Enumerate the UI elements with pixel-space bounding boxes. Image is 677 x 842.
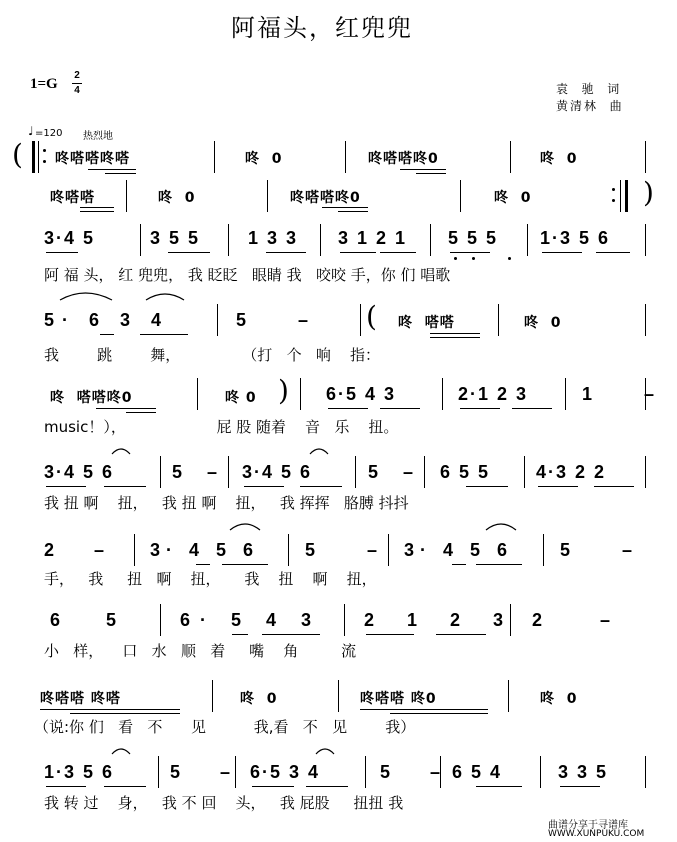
lyric-line: （说:你 们 看 不 见 我,看 不 见 我）: [34, 718, 416, 736]
key-signature: 1=G: [30, 76, 58, 92]
music-cell: 5 –: [170, 762, 241, 782]
song-title: 阿福头，红兜兜: [231, 14, 413, 42]
music-cell: 咚 0: [524, 315, 562, 331]
note-icon: ♩: [28, 124, 34, 138]
music-cell: 5 5 5: [448, 228, 499, 248]
slur: [112, 449, 130, 454]
time-signature-unit: 4: [74, 85, 80, 96]
music-cell: 1 3 3: [248, 228, 299, 248]
music-cell: 咚嗒嗒咚嗒: [55, 151, 130, 167]
slur: [486, 524, 516, 530]
music-cell: 2 –: [532, 610, 627, 630]
slur: [310, 449, 328, 454]
open-paren: (: [366, 300, 377, 333]
open-paren: (: [12, 138, 23, 171]
slur: [112, 749, 130, 754]
music-cell: 3·4 5 6: [242, 462, 313, 482]
watermark-line2: WWW.XUNPUKU.COM: [548, 829, 645, 839]
music-cell: 1·3 5 6: [44, 762, 115, 782]
lyricist-credit: 袁 驰 词: [556, 82, 622, 96]
music-cell: 1·3 5 6: [540, 228, 611, 248]
music-cell: 咚嗒嗒: [50, 190, 95, 206]
music-cell: 3· 4 5 6: [404, 540, 514, 560]
lyric-line: 小 样， 口 水 顺 着 嘴 角 流: [44, 642, 357, 660]
music-cell: 6·5 3 4: [250, 762, 321, 782]
music-cell: 咚嗒嗒 咚0: [360, 691, 437, 707]
music-cell: 咚嗒嗒 咚嗒: [40, 691, 121, 707]
music-cell: 3 3 5: [558, 762, 609, 782]
music-cell: 咚 嗒嗒咚0: [50, 390, 133, 406]
music-cell: 5 –: [305, 540, 392, 560]
lyric-line: 我 扭 啊 扭， 我 扭 啊 扭， 我 挥挥 胳膊 抖抖: [44, 494, 409, 512]
music-cell: 咚嗒嗒咚0: [290, 190, 361, 206]
lyric-line: music！）， 屁 股 随着 音 乐 扭。: [44, 418, 399, 436]
music-cell: 5 –: [368, 462, 424, 482]
music-cell: 3 5 5: [150, 228, 201, 248]
music-cell: 咚 0: [245, 151, 283, 167]
watermark-line1: 曲谱分享于寻谱库: [548, 820, 628, 831]
music-cell: 1 –: [582, 384, 669, 404]
music-cell: 2·1 2 3: [458, 384, 529, 404]
music-cell: 5 –: [236, 310, 323, 330]
time-signature-beats: 2: [74, 70, 80, 81]
lyric-line: 手， 我 扭 啊 扭， 我 扭 啊 扭，: [44, 570, 377, 588]
music-cell: 咚 嗒嗒: [398, 315, 455, 331]
music-cell: 咚 0: [158, 190, 196, 206]
close-paren: ): [278, 374, 289, 407]
slur: [230, 524, 260, 530]
music-cell: 3·4 5: [44, 228, 96, 248]
lyric-line: 我 跳 舞， （打 个 响 指：: [44, 346, 380, 364]
lyric-line: 我 转 过 身， 我 不 回 头， 我 屁股 扭扭 我: [44, 794, 404, 812]
music-cell: 咚 0: [240, 691, 278, 707]
music-cell: 咚 0: [225, 390, 257, 406]
music-cell: 6 5 5: [440, 462, 491, 482]
music-cell: 咚嗒嗒咚0: [368, 151, 439, 167]
music-cell: 3·4 5 6: [44, 462, 115, 482]
music-cell: 2 1 2 3: [364, 610, 518, 630]
tempo-bpm: =120: [35, 128, 63, 139]
composer-credit: 黄清林 曲: [556, 99, 624, 113]
music-cell: 5 –: [560, 540, 647, 560]
music-cell: 2 –: [44, 540, 115, 560]
tempo-marking: 热烈地: [83, 131, 113, 142]
music-cell: 咚 0: [540, 151, 578, 167]
slur: [60, 293, 112, 300]
slur: [316, 749, 334, 754]
music-cell: 5· 6 3 4: [44, 310, 170, 330]
music-cell: 4·3 2 2: [536, 462, 607, 482]
music-cell: 5 –: [380, 762, 451, 782]
music-cell: 咚 0: [540, 691, 578, 707]
slur: [146, 294, 184, 300]
music-cell: 咚 0: [494, 190, 532, 206]
lyric-line: 阿 福 头， 红 兜兜， 我 眨眨 眼睛 我 咬咬 手，你 们 唱歌: [44, 266, 451, 284]
music-cell: 6 5 4: [452, 762, 503, 782]
music-cell: 3 1 2 1: [338, 228, 408, 248]
music-cell: 3· 4 5 6: [150, 540, 260, 560]
music-cell: 6· 5 4 3: [180, 610, 322, 630]
music-cell: 5 –: [172, 462, 228, 482]
close-paren: ): [643, 176, 654, 209]
music-cell: 6·5 4 3: [326, 384, 397, 404]
music-cell: 6 5: [50, 610, 129, 630]
